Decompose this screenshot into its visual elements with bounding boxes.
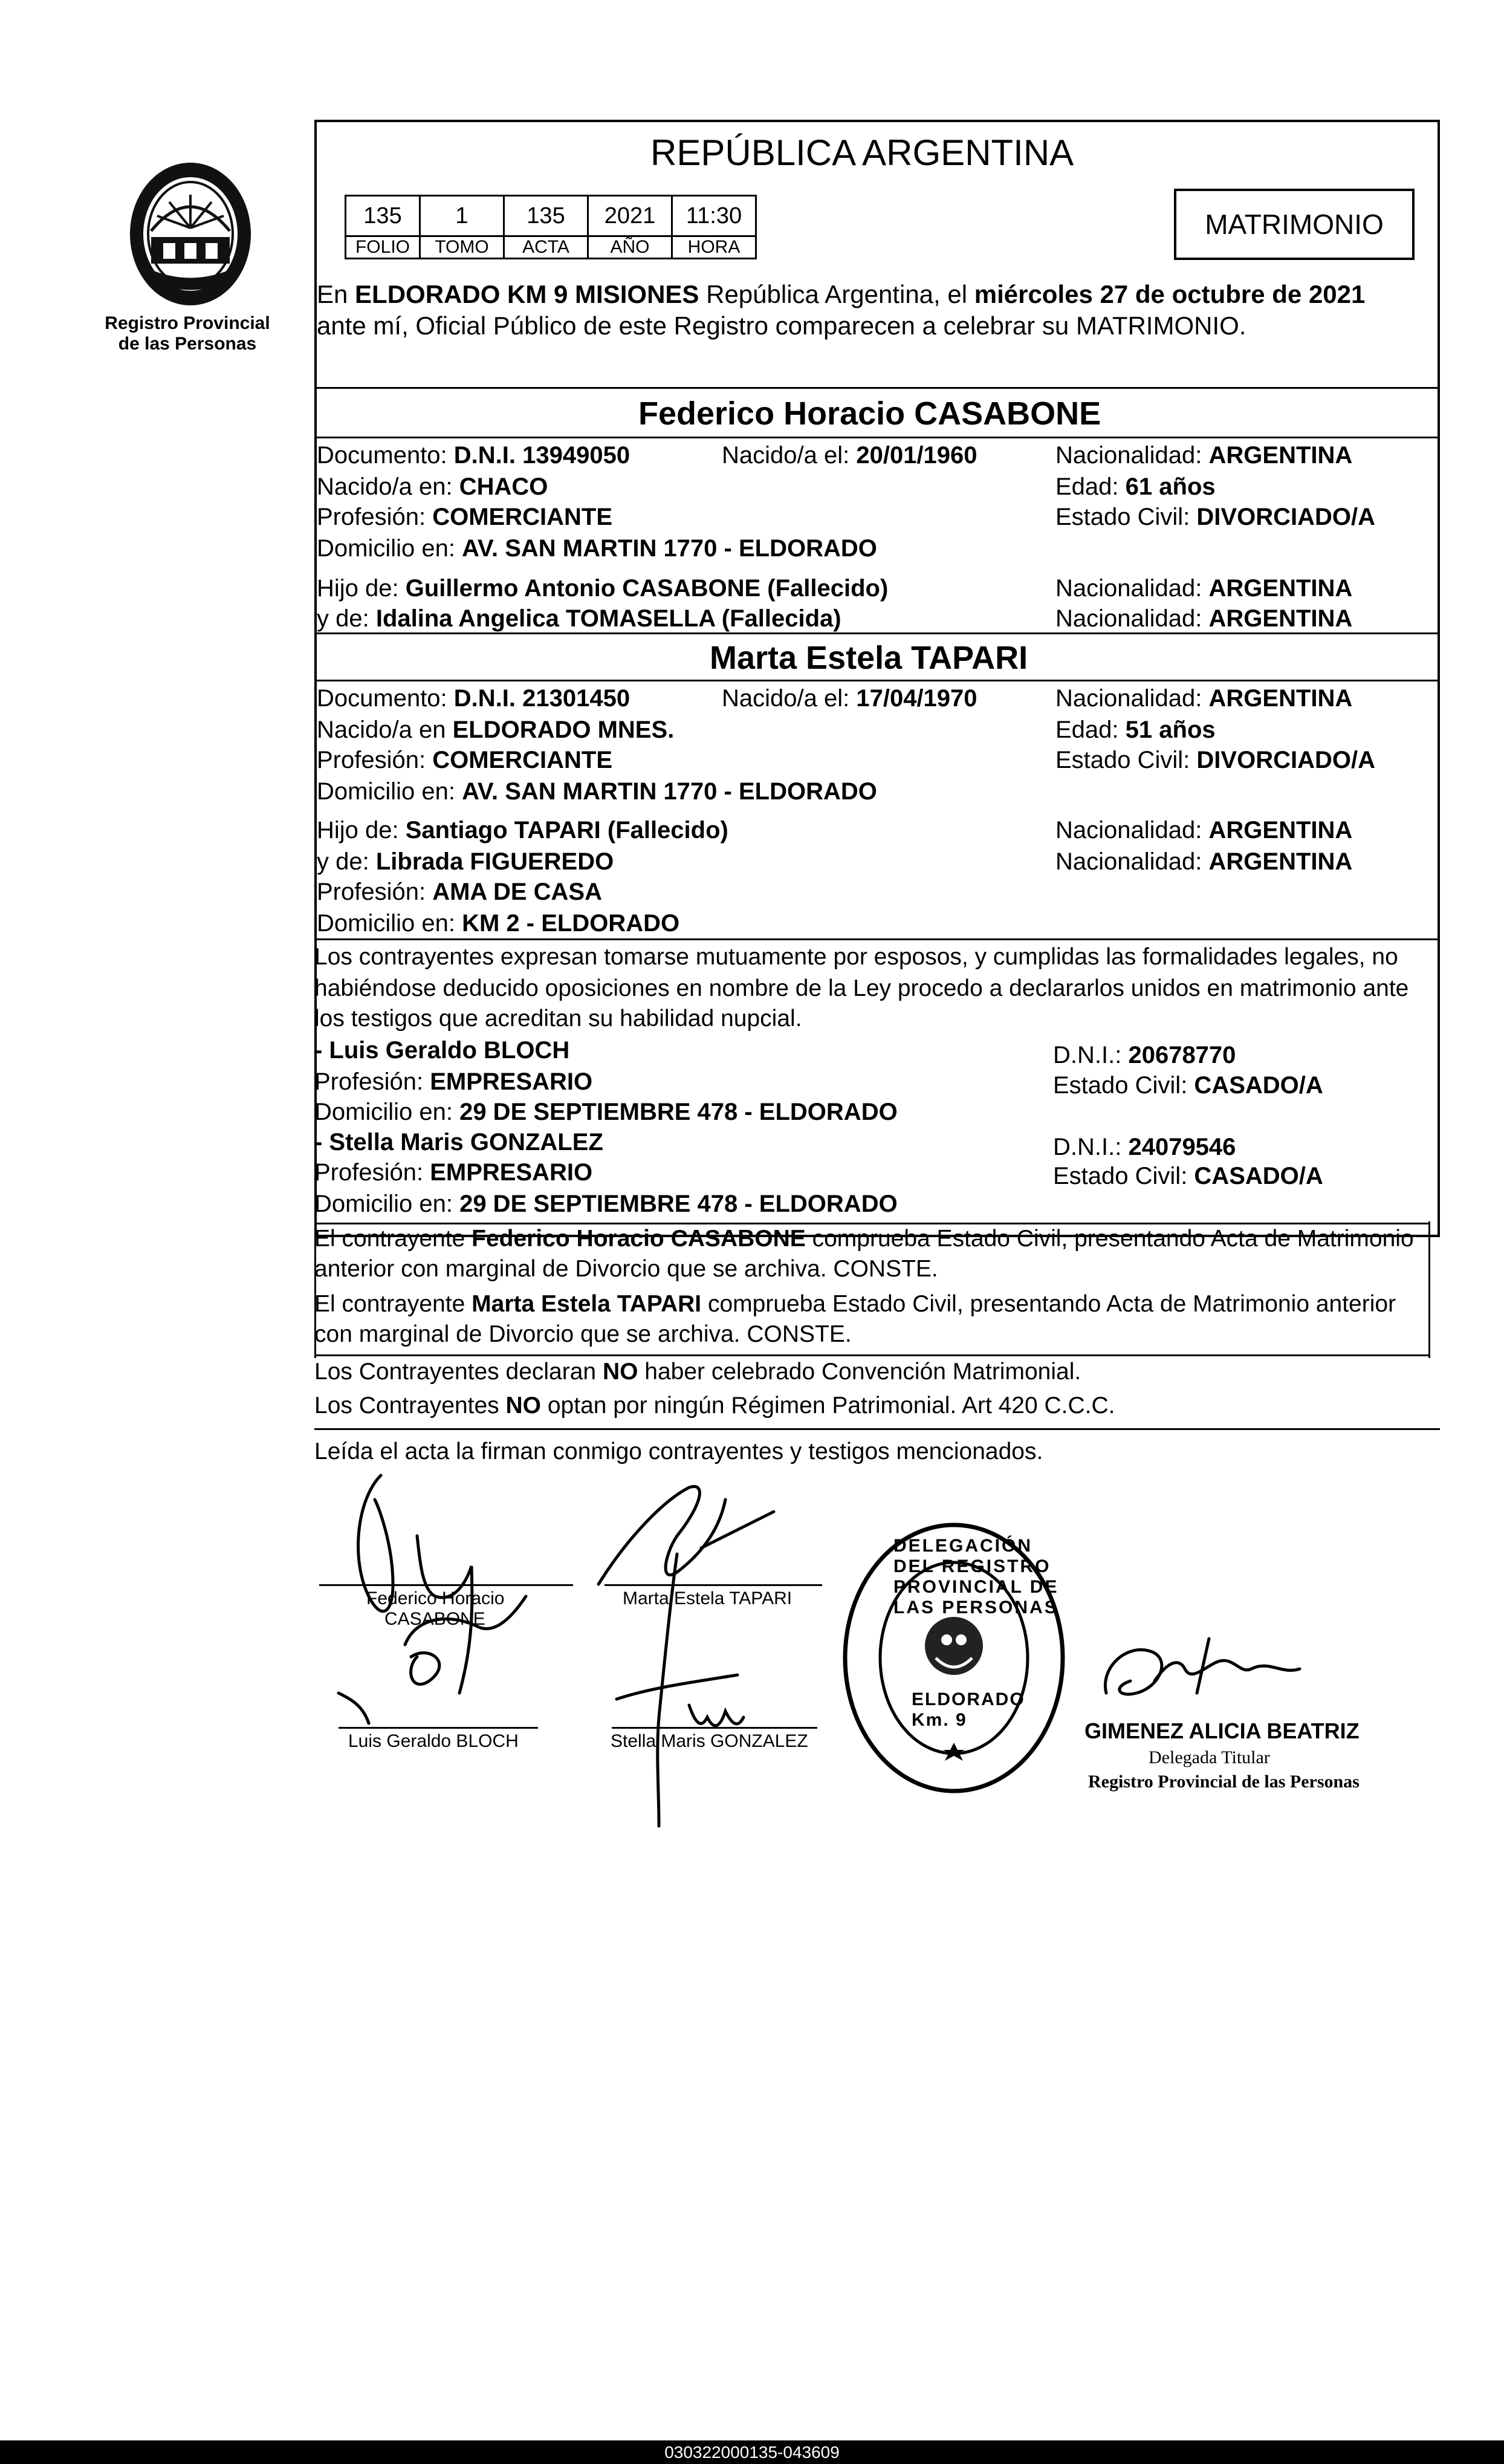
spouse2-nationality: Nacionalidad: ARGENTINA	[1055, 685, 1353, 712]
divider	[314, 938, 1440, 940]
signature-label-witness2: Stella Maris GONZALEZ	[611, 1731, 808, 1751]
spouse1-father: Hijo de: Guillermo Antonio CASABONE (Fallecido)	[317, 575, 889, 602]
spouse2-name: Marta Estela TAPARI	[710, 640, 1028, 676]
divider	[314, 437, 1440, 438]
country-title: REPÚBLICA ARGENTINA	[650, 132, 1074, 173]
witness1-address: Domicilio en: 29 DE SEPTIEMBRE 478 - ELDORADO	[314, 1099, 898, 1125]
spouse1-mother: y de: Idalina Angelica TOMASELLA (Fallecida)	[317, 605, 841, 632]
spouse2-mother: y de: Librada FIGUEREDO	[317, 848, 614, 875]
logo-caption-1: Registro Provincial	[105, 313, 270, 333]
handwritten-signatures	[314, 1463, 919, 1874]
witness2-civil-status: Estado Civil: CASADO/A	[1053, 1163, 1323, 1189]
witness1-name: - Luis Geraldo BLOCH	[314, 1037, 570, 1064]
official-signature	[1088, 1627, 1330, 1723]
spouse1-name: Federico Horacio CASABONE	[638, 395, 1101, 432]
spouse2-mother-nationality: Nacionalidad: ARGENTINA	[1055, 848, 1353, 875]
spouse1-birth-date: Nacido/a el: 20/01/1960	[722, 442, 977, 469]
spouse2-father: Hijo de: Santiago TAPARI (Fallecido)	[317, 817, 728, 844]
seal-ring-text: DELEGACIÓN DEL REGISTRO PROVINCIAL DE LAS PERSONAS	[893, 1536, 1059, 1617]
intro-line-1: En ELDORADO KM 9 MISIONES República Argentina, el miércoles 27 de octubre de 2021	[317, 280, 1366, 308]
regime-line-1: Los Contrayentes declaran NO haber celebrado Convención Matrimonial.	[314, 1359, 1081, 1385]
folio-label: FOLIO	[346, 236, 420, 259]
divider	[314, 1354, 1430, 1356]
witness1-dni: D.N.I.: 20678770	[1053, 1042, 1236, 1068]
seal-inner-text: ELDORADO Km. 9	[912, 1689, 1025, 1730]
declaration-line-3: los testigos que acreditan su habilidad nupcial.	[314, 1006, 802, 1032]
signature-label-witness1: Luis Geraldo BLOCH	[348, 1731, 519, 1751]
spouse2-birth-place: Nacido/a en ELDORADO MNES.	[317, 717, 675, 743]
signature-label-spouse1: Federico Horacio	[366, 1588, 505, 1608]
official-name: GIMENEZ ALICIA BEATRIZ	[1084, 1718, 1360, 1743]
registry-cells	[345, 195, 757, 259]
spouse1-profession: Profesión: COMERCIANTE	[317, 504, 612, 530]
registry-seal	[839, 1519, 1069, 1797]
spouse2-address: Domicilio en: AV. SAN MARTIN 1770 - ELDORADO	[317, 778, 877, 805]
official-role: Delegada Titular	[1149, 1747, 1270, 1767]
spouse1-nationality: Nacionalidad: ARGENTINA	[1055, 442, 1353, 469]
signature-label-spouse1-surname: CASABONE	[384, 1609, 485, 1629]
closing-text: Leída el acta la firman conmigo contrayentes y testigos mencionados.	[314, 1438, 1043, 1464]
hora-label: HORA	[672, 236, 756, 259]
civil-proof-b-line-2: con marginal de Divorcio que se archiva. CONSTE.	[314, 1321, 852, 1347]
spouse1-age: Edad: 61 años	[1055, 473, 1216, 500]
civil-proof-a-line-2: anterior con marginal de Divorcio que se archiva. CONSTE.	[314, 1256, 938, 1282]
divider	[314, 1428, 1440, 1430]
divider	[314, 387, 1440, 389]
tomo-label: TOMO	[420, 236, 504, 259]
spouse1-birth-place: Nacido/a en: CHACO	[317, 473, 548, 500]
civil-proof-a-line-1: El contrayente Federico Horacio CASABONE comprueba Estado Civil, presentando Acta de Matrimonio	[314, 1226, 1414, 1252]
witness2-name: - Stella Maris GONZALEZ	[314, 1129, 603, 1156]
divider	[314, 680, 1440, 681]
witness2-address: Domicilio en: 29 DE SEPTIEMBRE 478 - ELDORADO	[314, 1191, 898, 1217]
spouse2-mother-profession: Profesión: AMA DE CASA	[317, 879, 602, 905]
hora-value: 11:30	[672, 196, 756, 236]
civil-proof-b-line-1: El contrayente Marta Estela TAPARI comprueba Estado Civil, presentando Acta de Matrimonio anterior	[314, 1291, 1396, 1317]
witness1-profession: Profesión: EMPRESARIO	[314, 1068, 593, 1095]
anio-value: 2021	[588, 196, 672, 236]
acta-label: ACTA	[504, 236, 588, 259]
spouse2-father-nationality: Nacionalidad: ARGENTINA	[1055, 817, 1353, 844]
declaration-line-1: Los contrayentes expresan tomarse mutuamente por esposos, y cumplidas las formalidades legales, no	[314, 944, 1398, 970]
acta-value: 135	[504, 196, 588, 236]
tomo-value: 1	[420, 196, 504, 236]
misiones-shield-icon	[121, 158, 260, 310]
act-type-box: MATRIMONIO	[1174, 189, 1415, 260]
document-code: 030322000135-043609	[0, 2440, 1504, 2464]
witness1-civil-status: Estado Civil: CASADO/A	[1053, 1072, 1323, 1099]
logo-caption-2: de las Personas	[118, 334, 257, 354]
intro-line-2: ante mí, Oficial Público de este Registro comparecen a celebrar su MATRIMONIO.	[317, 311, 1246, 340]
spouse2-birth-date: Nacido/a el: 17/04/1970	[722, 685, 977, 712]
spouse2-age: Edad: 51 años	[1055, 717, 1216, 743]
spouse1-document: Documento: D.N.I. 13949050	[317, 442, 630, 469]
regime-line-2: Los Contrayentes NO optan por ningún Régimen Patrimonial. Art 420 C.C.C.	[314, 1393, 1115, 1419]
anio-label: AÑO	[588, 236, 672, 259]
spouse2-profession: Profesión: COMERCIANTE	[317, 747, 612, 773]
witness2-dni: D.N.I.: 24079546	[1053, 1134, 1236, 1160]
province-logo	[121, 158, 260, 310]
spouse1-civil-status: Estado Civil: DIVORCIADO/A	[1055, 504, 1375, 530]
divider	[314, 632, 1440, 634]
spouse1-father-nationality: Nacionalidad: ARGENTINA	[1055, 575, 1353, 602]
spouse2-mother-address: Domicilio en: KM 2 - ELDORADO	[317, 910, 680, 937]
declaration-line-2: habiéndose deducido oposiciones en nombre de la Ley procedo a declararlos unidos en matrimonio ante	[314, 975, 1409, 1001]
spouse1-mother-nationality: Nacionalidad: ARGENTINA	[1055, 605, 1353, 632]
spouse2-civil-status: Estado Civil: DIVORCIADO/A	[1055, 747, 1375, 773]
spouse2-document: Documento: D.N.I. 21301450	[317, 685, 630, 712]
witness2-profession: Profesión: EMPRESARIO	[314, 1159, 593, 1186]
spouse1-address: Domicilio en: AV. SAN MARTIN 1770 - ELDORADO	[317, 535, 877, 562]
folio-value: 135	[346, 196, 420, 236]
signature-label-spouse2: Marta Estela TAPARI	[623, 1588, 793, 1608]
official-org: Registro Provincial de las Personas	[1088, 1772, 1360, 1792]
